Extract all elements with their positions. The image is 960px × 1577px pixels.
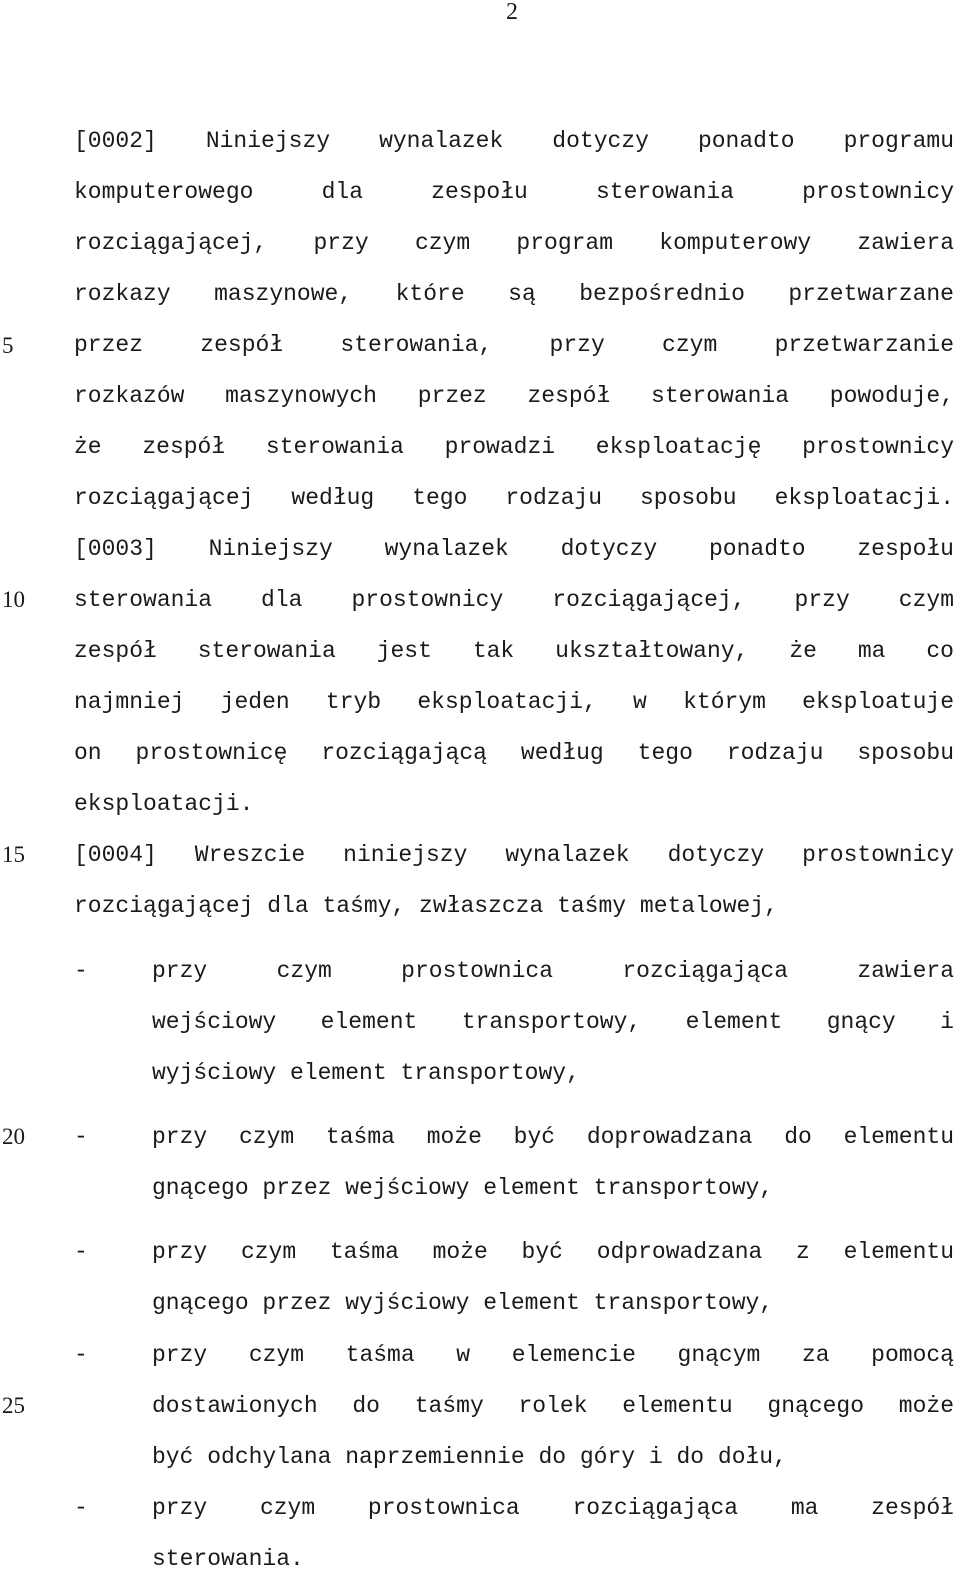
text-line: [0003] Niniejszy wynalazek dotyczy ponadto zespołu xyxy=(74,536,954,562)
bullet-line: przy czym taśma może być odprowadzana z elementu xyxy=(152,1239,954,1265)
text-line: najmniej jeden tryb eksploatacji, w którym eksploatuje xyxy=(74,689,954,715)
bullet-line: gnącego przez wyjściowy element transportowy, xyxy=(152,1290,774,1316)
bullet-dash: - xyxy=(74,1239,88,1265)
text-line: rozkazów maszynowych przez zespół sterowania powoduje, xyxy=(74,383,954,409)
line-number-10: 10 xyxy=(2,587,25,612)
text-line: komputerowego dla zespołu sterowania prostownicy xyxy=(74,179,954,205)
line-number-15: 15 xyxy=(2,842,25,867)
bullet-line: przy czym prostownica rozciągająca zawiera xyxy=(152,958,954,984)
line-number-5: 5 xyxy=(2,333,14,358)
bullet-dash: - xyxy=(74,1495,88,1521)
bullet-dash: - xyxy=(74,958,88,984)
bullet-dash: - xyxy=(74,1124,88,1150)
text-line: on prostownicę rozciągającą według tego rodzaju sposobu xyxy=(74,740,954,766)
text-line: rozciągającej, przy czym program komputerowy zawiera xyxy=(74,230,954,256)
page-number: 2 xyxy=(506,0,518,25)
text-line: rozkazy maszynowe, które są bezpośrednio przetwarzane xyxy=(74,281,954,307)
text-line: że zespół sterowania prowadzi eksploatację prostownicy xyxy=(74,434,954,460)
bullet-line: przy czym taśma może być doprowadzana do elementu xyxy=(152,1124,954,1150)
bullet-line: być odchylana naprzemiennie do góry i do dołu, xyxy=(152,1444,787,1470)
bullet-line: przy czym prostownica rozciągająca ma zespół xyxy=(152,1495,954,1521)
line-number-25: 25 xyxy=(2,1393,25,1418)
bullet-line: wyjściowy element transportowy, xyxy=(152,1060,580,1086)
text-line: eksploatacji. xyxy=(74,791,254,817)
line-number-20: 20 xyxy=(2,1124,25,1149)
bullet-line: sterowania. xyxy=(152,1546,304,1572)
bullet-line: dostawionych do taśmy rolek elementu gnącego może xyxy=(152,1393,954,1419)
text-line: przez zespół sterowania, przy czym przetwarzanie xyxy=(74,332,954,358)
text-line: [0004] Wreszcie niniejszy wynalazek dotyczy prostownicy xyxy=(74,842,954,868)
bullet-line: wejściowy element transportowy, element gnący i xyxy=(152,1009,954,1035)
bullet-line: przy czym taśma w elemencie gnącym za pomocą xyxy=(152,1342,954,1368)
text-line: rozciągającej według tego rodzaju sposobu eksploatacji. xyxy=(74,485,954,511)
text-line: sterowania dla prostownicy rozciągającej, przy czym xyxy=(74,587,954,613)
bullet-dash: - xyxy=(74,1342,88,1368)
text-line: rozciągającej dla taśmy, zwłaszcza taśmy metalowej, xyxy=(74,893,778,919)
text-line: zespół sterowania jest tak ukształtowany, że ma co xyxy=(74,638,954,664)
text-line: [0002] Niniejszy wynalazek dotyczy ponadto programu xyxy=(74,128,954,154)
bullet-line: gnącego przez wejściowy element transportowy, xyxy=(152,1175,774,1201)
